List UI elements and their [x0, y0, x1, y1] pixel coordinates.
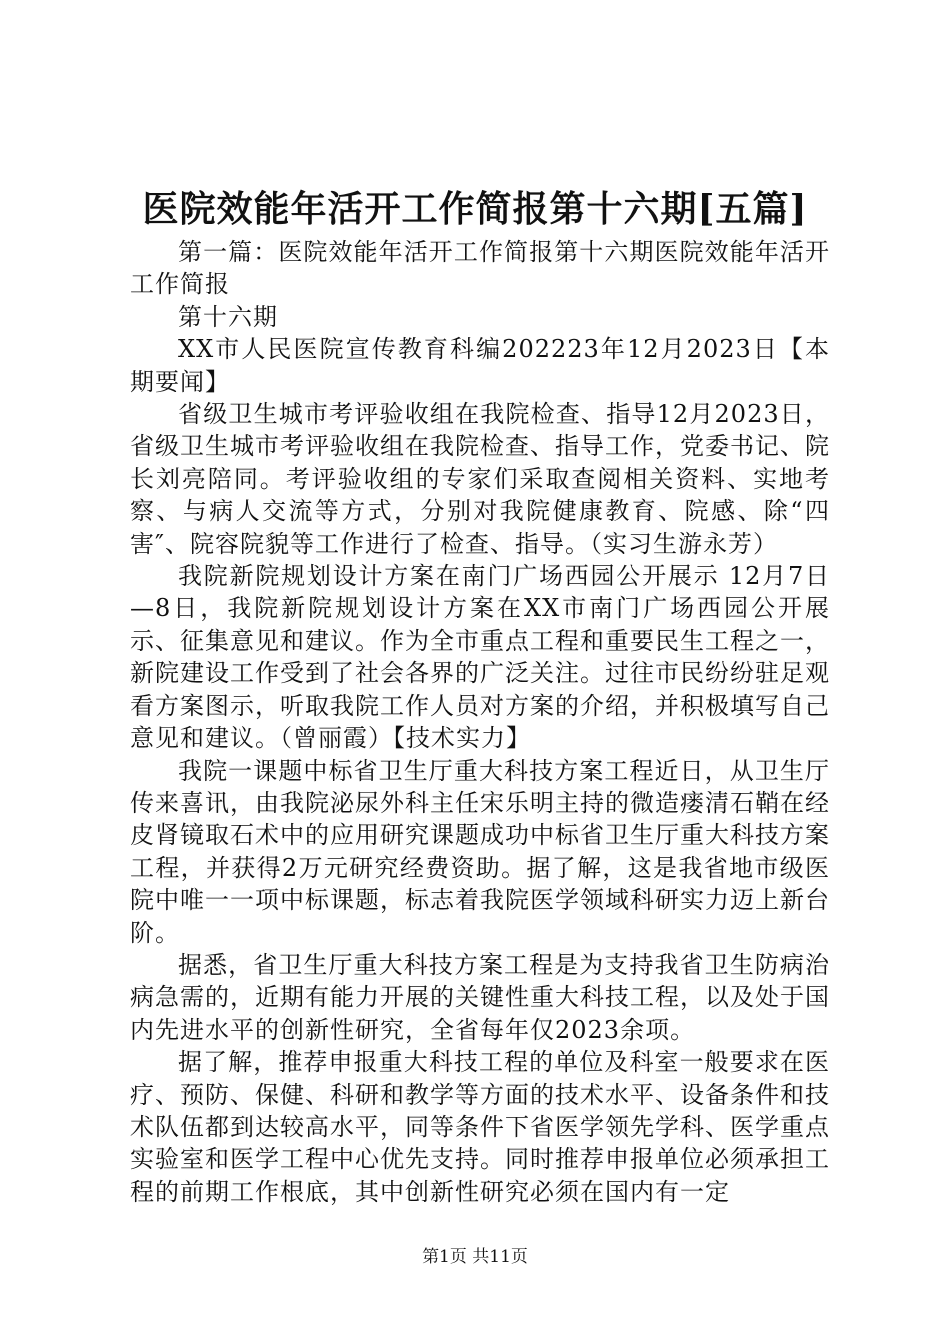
paragraph: 第一篇：医院效能年活开工作简报第十六期医院效能年活开工作简报 [130, 238, 830, 299]
paragraph: 省级卫生城市考评验收组在我院检查、指导12月2023日，省级卫生城市考评验收组在我院检查、指导工作，党委书记、院长刘亮陪同。考评验收组的专家们采取查阅相关资料、实地考察、与病人交流等方式，分别对我院健康教育、院感、除“四害″、院容院貌等工作进行了检查、指导。（实习生游永芳） [130, 400, 830, 558]
document-title: 医院效能年活开工作简报第十六期[五篇] [142, 188, 808, 230]
paragraph: 第十六期 [178, 302, 278, 331]
page-number-footer: 第1页 共11页 [422, 1247, 528, 1267]
paragraph: 据悉，省卫生厅重大科技方案工程是为支持我省卫生防病治病急需的，近期有能力开展的关键性重大科技工程，以及处于国内先进水平的创新性研究，全省每年仅2023余项。 [130, 950, 830, 1044]
paragraph: 我院一课题中标省卫生厅重大科技方案工程近日，从卫生厅传来喜讯，由我院泌尿外科主任宋乐明主持的微造瘘清石鞘在经皮肾镜取石术中的应用研究课题成功中标省卫生厅重大科技方案工程，并获得2万元研究经费资助。据了解，这是我省地市级医院中唯一一项中标课题，标志着我院医学领域科研实力迈上新台阶。 [130, 756, 830, 947]
paragraph: 据了解，推荐申报重大科技工程的单位及科室一般要求在医疗、预防、保健、科研和教学等方面的技术水平、设备条件和技术队伍都到达较高水平，同等条件下省医学领先学科、医学重点实验室和医学工程中心优先支持。同时推荐申报单位必须承担工程的前期工作根底，其中创新性研究必须在国内有一定 [130, 1048, 830, 1206]
paragraph: XX市人民医院宣传教育科编202223年12月2023日【本期要闻】 [130, 335, 830, 396]
document-body [130, 236, 830, 1208]
paragraph: 我院新院规划设计方案在南门广场西园公开展示 12月7日—8日，我院新院规划设计方案在XX市南门广场西园公开展示、征集意见和建议。作为全市重点工程和重要民生工程之一，新院建设工作受到了社会各界的广泛关注。过往市民纷纷驻足观看方案图示，听取我院工作人员对方案的介绍，并积极填写自己意见和建议。（曾丽霞）【技术实力】 [130, 562, 830, 753]
